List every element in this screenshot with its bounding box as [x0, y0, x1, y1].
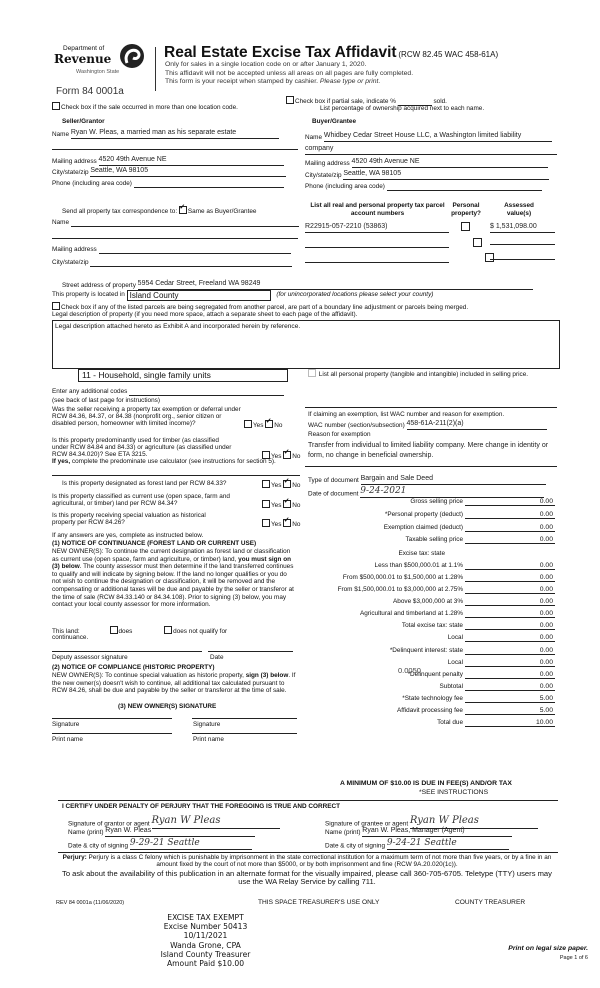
tax-row-label: *Delinquent penalty: [407, 671, 463, 678]
this-land-row: This land: does does not qualify for: [52, 628, 228, 635]
seller-mailing-field[interactable]: Mailing address 4520 49th Avenue NE: [52, 156, 284, 166]
print-name-label: Print name: [52, 736, 83, 743]
yes-no-timber[interactable]: Yes ✓ No: [262, 451, 300, 461]
yes-no-forest[interactable]: Yes ✓ No: [262, 480, 300, 490]
tax-row-label: Taxable selling price: [405, 536, 463, 543]
assessed-value-2[interactable]: [490, 244, 555, 245]
personal-property-checkbox[interactable]: [473, 238, 482, 247]
legal-description-box[interactable]: Legal description attached hereto as Exhibit A and incorporated herein by reference.: [52, 320, 560, 369]
tax-row-label: Agricultural and timberland at 1.28%: [359, 610, 463, 617]
if-any-note: If any answers are yes, complete as instructed below.: [52, 532, 204, 539]
tax-row-label: Exemption claimed (deduct): [383, 524, 463, 531]
document-date-field[interactable]: Date of document 9-24-2021: [308, 486, 544, 498]
personal-property-checkbox[interactable]: [461, 222, 470, 231]
reason-line: [305, 466, 557, 467]
stamp-line: Wanda Grone, CPA: [170, 940, 241, 950]
tax-row-value[interactable]: 0.00: [539, 659, 553, 666]
correspondence-city-field[interactable]: City/state/zip: [52, 259, 292, 267]
buyer-name-line2[interactable]: company: [305, 145, 557, 155]
exemption-label: If claiming an exemption, list WAC number and reason for exemption.: [308, 411, 505, 418]
new-owner-signature-line-2[interactable]: [192, 718, 297, 719]
yes-no-exemption[interactable]: Yes ✓ No: [244, 420, 282, 430]
print-name-line-2[interactable]: [192, 733, 297, 734]
tax-row: [305, 719, 555, 729]
form-number: Form 84 0001a: [56, 86, 124, 97]
reason-label: Reason for exemption: [308, 431, 371, 438]
tax-row-value[interactable]: 5.00: [539, 707, 553, 714]
tax-row-value[interactable]: 0.00: [539, 536, 553, 543]
yes-no-current-use[interactable]: Yes ✓ No: [262, 500, 300, 510]
tax-row-label: Local: [447, 659, 463, 666]
tax-row-label: *State technology fee: [402, 695, 463, 702]
signature-label: Signature: [52, 721, 80, 728]
use-code-select[interactable]: 11 - Household, single family units: [78, 369, 288, 382]
county-treasurer-label: COUNTY TREASURER: [455, 899, 526, 906]
deputy-signature-label: Deputy assessor signature: [52, 654, 128, 661]
tax-row-label: *Personal property (deduct): [384, 511, 463, 518]
tax-row: [305, 671, 555, 681]
tax-row-value[interactable]: 0.00: [539, 683, 553, 690]
county-select[interactable]: Island County: [127, 290, 271, 301]
correspondence-name-field[interactable]: Name: [52, 219, 299, 227]
logo-text-revenue: Revenue: [54, 52, 112, 66]
tax-row-label: From $1,500,000.01 to $3,000,000 at 2.75%: [337, 586, 463, 593]
tax-row: [305, 562, 555, 572]
deputy-date-line[interactable]: [208, 651, 293, 652]
tax-row-value[interactable]: 0.00: [539, 622, 553, 629]
correspondence-mailing-field[interactable]: Mailing address: [52, 246, 291, 254]
tax-row-value[interactable]: 0.00: [539, 610, 553, 617]
perjury-notice: Perjury: Perjury is a class C felony which is punishable by imprisonment in the state correctional institution for a maximum term of not more than five years, or by a fine in an amount fixed by the court of not more than $5000, or by both imprisonment and fine (RCW 9A.20.020(1c)).: [62, 854, 552, 868]
subtitle-line: Only for sales in a single location code on or after January 1, 2020.: [165, 61, 367, 68]
additional-codes-note: (see back of last page for instructions): [52, 397, 160, 404]
tax-row-value[interactable]: 0.00: [539, 647, 553, 654]
logo-text-department: Department of: [63, 45, 105, 52]
tax-row: [305, 707, 555, 717]
notice-2-text: NEW OWNER(S): To continue special valuation as historic property, sign (3) below. If the new owner(s) doesn't wish to continue, all additional tax calculated pursuant to RCW 84.26, shall be due and payable by the seller or transferor at the time of sale.: [52, 672, 296, 695]
seller-name-field[interactable]: Name Ryan W. Pleas, a married man as his separate estate: [52, 129, 279, 139]
seller-name-line2[interactable]: [52, 149, 298, 150]
buyer-name-field[interactable]: Name Whidbey Cedar Street House LLC, a Washington limited liability: [305, 132, 552, 142]
question-timber: Is this property predominantly used for timber (as classified under RCW 84.84 and 84.33) or agriculture (as classified under RCW 84.34.020)? See ETA 3215.: [52, 437, 232, 458]
does-checkbox[interactable]: does: [110, 628, 133, 635]
subtitle-line: This affidavit will not be accepted unless all areas on all pages are fully completed.: [165, 69, 414, 77]
tax-row-value[interactable]: 0.00: [539, 598, 553, 605]
signature-label-2: Signature: [193, 721, 221, 728]
tax-row-value[interactable]: 0.00: [539, 562, 553, 569]
tax-row-value[interactable]: 0.00: [539, 511, 553, 518]
notice-1-text: NEW OWNER(S): To continue the current designation as forest land or classification as current use (open space, farm and agriculture, or timber) land, you must sign on (3) below. The county assessor must then determine if the land transferred continues to qualify and will indicate by signing below. If the land no longer qualifies or you do not wish to continue the designation or classification, it will be removed and the compensating or additional taxes will be due and payable by the seller or transferor at the time of sale (RCW 84.33.140 or 84.34.108). Prior to signing (3) below, you may contact your local county assessor for more information.: [52, 548, 294, 609]
parcel-row[interactable]: R22915-057-2210 (53863): [305, 223, 449, 233]
tax-row: [305, 524, 555, 534]
certify-heading: I CERTIFY UNDER PENALTY OF PERJURY THAT THE FOREGOING IS TRUE AND CORRECT: [62, 803, 341, 810]
buyer-phone-field[interactable]: Phone (including area code): [305, 183, 542, 191]
tax-row-value[interactable]: 0.00: [539, 634, 553, 641]
minimum-note: A MINIMUM OF $10.00 IS DUE IN FEE(S) AND/OR TAX: [340, 780, 512, 787]
does-not-checkbox[interactable]: does not qualify for: [164, 628, 227, 635]
tax-row: [305, 610, 555, 620]
subtitle: [165, 61, 413, 87]
logo-text-state: Washington State: [76, 69, 120, 75]
stamp-line: 10/11/2021: [183, 931, 228, 941]
buyer-mailing-field[interactable]: Mailing address 4520 49th Avenue NE: [305, 158, 548, 168]
accessibility-notice: To ask about the availability of this publication in an alternate format for the visually impaired, please call 360-705-6705. Teletype (TTY) users may use the WA Relay Service by calling 711.: [62, 869, 552, 886]
tax-row: [305, 550, 555, 560]
parcel-row-3[interactable]: [305, 262, 449, 263]
buyer-heading: Buyer/Grantee: [312, 118, 357, 125]
stamp-line: EXCISE TAX EXEMPT: [167, 913, 244, 922]
continuance-label: continuance.: [52, 634, 89, 641]
partial-sale-checkbox[interactable]: Check box if partial sale, indicate % sold.: [286, 96, 447, 106]
page-number: Page 1 of 6: [559, 955, 588, 961]
title-text: Real Estate Excise Tax Affidavit: [164, 44, 397, 61]
subtitle-line: This form is your receipt when stamped by cashier. Please type or print.: [165, 78, 381, 86]
tax-row-label: From $500,000.01 to $1,500,000 at 1.28%: [342, 574, 463, 581]
grantor-date-field[interactable]: Date & city of signing 9-29-21 Seattle: [68, 838, 252, 850]
tax-row-value[interactable]: 0.00: [539, 586, 553, 593]
street-address-field[interactable]: Street address of property 5954 Cedar Street, Freeland WA 98249: [62, 280, 533, 290]
tax-row-label: Gross selling price: [410, 498, 463, 505]
parcel-row-2[interactable]: [305, 247, 449, 248]
timber-note: If yes, complete the predominate use calculator (see instructions for section 5).: [52, 458, 276, 465]
assessed-value[interactable]: $ 1,531,098.00: [490, 223, 555, 233]
personal-property-checkbox[interactable]: [485, 253, 494, 262]
assessed-value-3[interactable]: [490, 259, 555, 260]
tax-row: [305, 683, 555, 693]
new-owner-signature-line[interactable]: [52, 718, 172, 719]
same-as-buyer-checkbox[interactable]: [179, 206, 187, 214]
tax-row-value[interactable]: 0.00: [539, 671, 553, 678]
print-legal-note: Print on legal size paper.: [508, 945, 588, 952]
grantor-signature-field[interactable]: Signature of grantor or agent Ryan W Pleas: [68, 815, 280, 829]
grantee-date-field[interactable]: Date & city of signing 9-24-21 Seattle: [325, 838, 509, 850]
notice-3-title: (3) NEW OWNER(S) SIGNATURE: [118, 703, 217, 710]
subtitle-italic: Please type or print.: [319, 78, 381, 86]
parcel-header-personal: Personal property?: [451, 202, 481, 217]
tax-row: [305, 695, 555, 705]
deputy-date-label: Date: [210, 654, 224, 661]
tax-row-value[interactable]: 0.00: [539, 574, 553, 581]
tax-row-label: Local: [447, 634, 463, 641]
question-forest: Is this property designated as forest land per RCW 84.33?: [62, 480, 227, 487]
notice-2-title: (2) NOTICE OF COMPLIANCE (HISTORIC PROPERTY): [52, 664, 215, 671]
question-historic: Is this property receiving special valuation as historical property per RCW 84.26?: [52, 512, 206, 526]
divider: [52, 475, 300, 476]
header-divider: [155, 47, 156, 91]
document-type-field[interactable]: Type of document Bargain and Sale Deed: [308, 475, 546, 485]
tax-row-value[interactable]: 0.00: [539, 524, 553, 531]
seller-city-field[interactable]: City/state/zip Seattle, WA 98105: [52, 167, 286, 177]
correspondence-name-line2[interactable]: [52, 238, 298, 239]
tax-row-label: Affidavit processing fee: [397, 707, 463, 714]
county-row: This property is located in Island County (for unincorporated locations please select your county): [52, 291, 434, 300]
parcel-header-assessed: Assessed value(s): [504, 202, 534, 217]
notice-1-title: (1) NOTICE OF CONTINUANCE (FOREST LAND OR CURRENT USE): [52, 540, 257, 547]
tax-row-label: Less than $500,000.01 at 1.1%: [374, 562, 463, 569]
seller-heading: Seller/Grantor: [62, 118, 105, 125]
tax-row: [305, 647, 555, 657]
parcel-header-list: List all real and personal property tax parcel account numbers: [310, 202, 445, 217]
question-exemption: Was the seller receiving a property tax exemption or deferral under RCW 84.36, 84.37, or 84.38 (nonprofit org., senior citizen or disabled person, homeowner with limited income)?: [52, 406, 241, 427]
tax-row-label: Total excise tax: state: [401, 622, 463, 629]
tax-row-label: Total due: [437, 719, 463, 726]
wac-number-field[interactable]: WAC number (section/subsection) 458-61A-211(2)(a): [308, 420, 547, 430]
print-name-line[interactable]: [52, 733, 172, 734]
ownership-note: List percentage of ownership acquired next to each name.: [320, 105, 485, 112]
perjury-divider: [58, 852, 558, 853]
multi-location-checkbox[interactable]: Check box if the sale occurred in more than one location code.: [52, 102, 238, 112]
stamp-line: Amount Paid $10.00: [166, 959, 245, 969]
title-citation: (RCW 82.45 WAC 458-61A): [398, 50, 499, 59]
certify-divider: [58, 800, 558, 801]
tax-row-value[interactable]: 10.00: [535, 719, 553, 726]
correspondence-row: Send all property tax correspondence to: ✓ Same as Buyer/Grantee: [62, 206, 256, 216]
tax-row: [305, 574, 555, 584]
tax-row: [305, 536, 555, 546]
stamp-line: Island County Treasurer: [160, 949, 251, 959]
local-rate: 0.0050: [398, 666, 421, 675]
tax-row: [305, 511, 555, 521]
seller-phone-field[interactable]: Phone (including area code): [52, 180, 284, 188]
question-current-use: Is this property classified as current use (open space, farm and agricultural, or timber) land per RCW 84.34?: [52, 493, 230, 507]
tax-row-label: Subtotal: [439, 683, 463, 690]
checkbox[interactable]: [286, 96, 294, 104]
form-title: [164, 43, 498, 62]
personal-property-list-line[interactable]: [305, 407, 557, 408]
grantor-name-field[interactable]: Name (print) Ryan W. Pleas: [68, 827, 255, 837]
buyer-city-field[interactable]: City/state/zip Seattle, WA 98105: [305, 170, 549, 180]
tax-row-label: Excise tax: state: [398, 550, 445, 557]
deputy-signature-line[interactable]: [52, 651, 202, 652]
tax-row: [305, 586, 555, 596]
reason-field[interactable]: Transfer from individual to limited liability company. Mere change in identity or form, no change in beneficial ownership.: [308, 442, 549, 459]
print-name-label-2: Print name: [193, 736, 224, 743]
yes-no-historic[interactable]: Yes ✓ No: [262, 519, 300, 529]
tax-row-value[interactable]: 5.00: [539, 695, 553, 702]
tax-row: [305, 659, 555, 669]
segregated-checkbox[interactable]: Check box if any of the listed parcels are being segregated from another parcel, are part of a boundary line adjustment or parcels being merged.: [52, 302, 468, 312]
tax-row-value[interactable]: 0.00: [539, 498, 553, 505]
treasurer-use-label: THIS SPACE TREASURER'S USE ONLY: [258, 899, 380, 906]
tax-row-label: Above $3,000,000 at 3%: [393, 598, 463, 605]
tax-row: [305, 634, 555, 644]
dor-logo: [55, 43, 147, 83]
grantee-signature-field[interactable]: Signature of grantee or agent Ryan W Pleas: [325, 815, 538, 829]
treasurer-stamp: [148, 913, 263, 968]
additional-codes-field[interactable]: Enter any additional codes: [52, 388, 284, 396]
revenue-swirl-icon: [119, 43, 145, 69]
grantee-name-field[interactable]: Name (print) Ryan W. Pleas, Manager (Agent): [325, 827, 512, 837]
tax-row-label: *Delinquent interest: state: [389, 647, 463, 654]
tax-row: [305, 622, 555, 632]
legal-description-label: Legal description of property (if you need more space, attach a separate sheet to each page of the affidavit).: [52, 311, 358, 318]
checkbox[interactable]: [52, 102, 60, 110]
revision-label: REV 84 0001a (11/06/2020): [56, 900, 125, 906]
stamp-line: Excise Number 50413: [163, 922, 248, 932]
see-instructions: *SEE INSTRUCTIONS: [419, 789, 489, 796]
tax-row: [305, 598, 555, 608]
tax-row: [305, 498, 555, 508]
personal-property-list-label: List all personal property (tangible and intangible) included in selling price.: [308, 369, 548, 379]
